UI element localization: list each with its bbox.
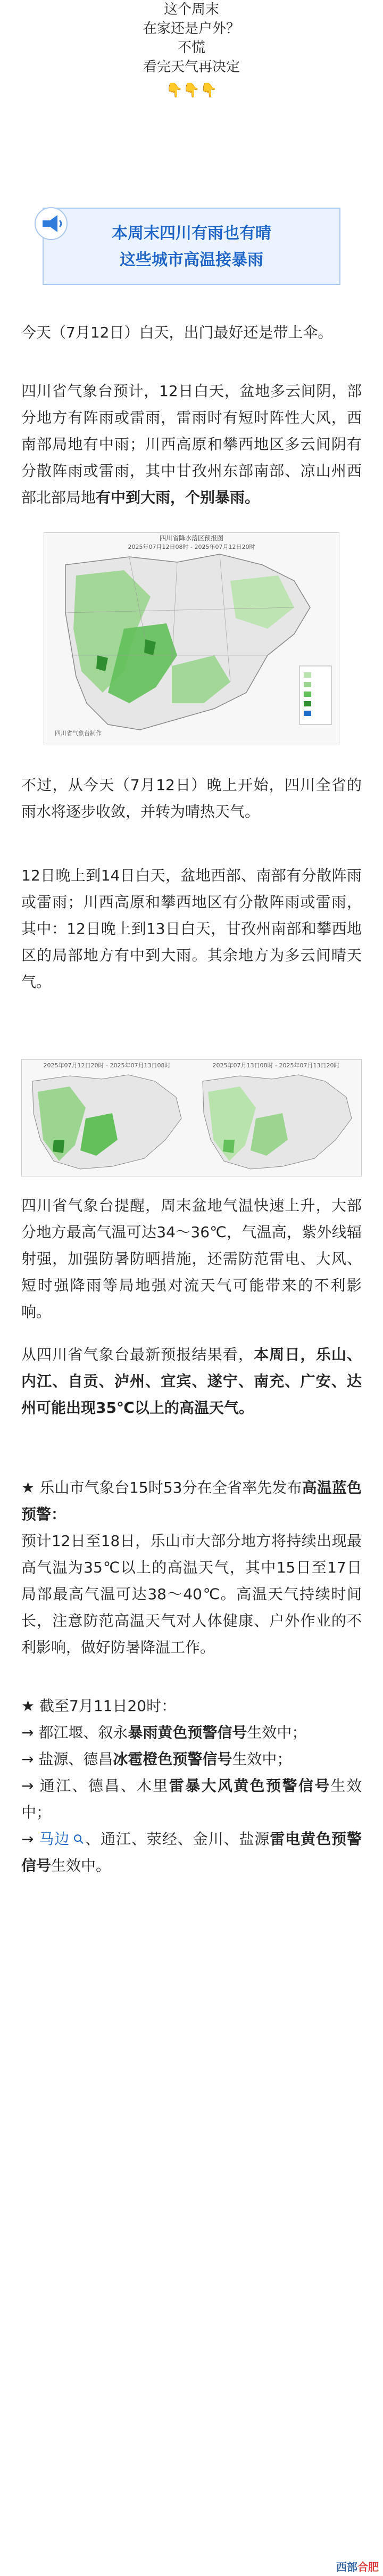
brand-part-1: 西部	[336, 2561, 357, 2573]
paragraph-2-text: 四川省气象台预计，12日白天，盆地多云间阴，部分地方有阵雨或雷雨，雷雨时有短时阵性大风，西南部局地有中雨；川西高原和攀西地区多云间阴有分散阵雨或雷雨，其中甘孜州东部南部、凉山州西部北部局地	[21, 382, 362, 506]
map1-source: 四川省气象台制作	[55, 730, 102, 737]
paragraph-7-star: ★ 乐山市气象台15时53分在全省率先发布	[21, 1479, 302, 1496]
intro-block	[0, 0, 383, 100]
precip-map-2	[21, 1059, 362, 1176]
paragraph-5: 四川省气象台提醒，周末盆地气温快速上升，大部分地方最高气温可达34～36℃，气温高，紫外线辐射强，加强防暑防晒措施，还需防范雷电、大风、短时强降雨等局地强对流天气可能带来的不利影响。	[21, 1197, 362, 1321]
warning-item-2	[21, 1746, 362, 1773]
warning-4-type: 雷电黄色预警信号	[21, 1830, 362, 1874]
warning-item-3	[21, 1773, 362, 1826]
intro-line-3: 不慌	[177, 40, 205, 56]
warning-3-type: 雷暴大风黄色预警信号	[169, 1777, 331, 1795]
sichuan-precip-map-svg	[44, 533, 339, 745]
paragraph-7-bold: 高温蓝色预警：	[21, 1479, 362, 1523]
paragraph-2-bold: 有中到大雨，个别暴雨。	[96, 489, 260, 506]
warning-4-status: 生效中。	[51, 1857, 111, 1874]
banner-line-2: 这些城市高温接暴雨	[120, 251, 263, 269]
mabian-link[interactable]: 马边	[39, 1830, 70, 1848]
warning-1-type: 暴雨黄色预警信号	[128, 1724, 247, 1741]
warning-1-places: → 都江堰、叙永	[21, 1724, 128, 1741]
paragraph-6-bold: 本周日，乐山、内江、自贡、泸州、宜宾、遂宁、南充、广安、达州可能出现35℃以上的高温天气。	[21, 1346, 362, 1417]
paragraph-3: 不过，从今天（7月12日）晚上开始，四川全省的雨水将逐步收敛，并转为晴热天气。	[21, 776, 362, 820]
map1-subtitle: 2025年07月12日08时 - 2025年07月12日20时	[128, 544, 255, 550]
warning-3-status: 生效中；	[21, 1777, 362, 1821]
map2-right-title: 2025年07月13日08时 - 2025年07月13日20时	[212, 1062, 340, 1069]
paragraph-7-text: 预计12日至18日，乐山市大部分地方将持续出现最高气温为35℃以上的高温天气，其中15日至17日局部最高气温可达38～40℃。高温天气持续时间长，注意防范高温天气对人体健康、户外作业的不利影响，做好防暑降温工作。	[21, 1532, 362, 1656]
warning-2-status: 生效中；	[232, 1750, 292, 1768]
warning-4-places: 、通江、荥经、金川、盐源	[85, 1830, 270, 1848]
brand-watermark	[336, 2558, 379, 2574]
paragraph-6	[21, 1342, 362, 1421]
warning-2-type: 冰雹橙色预警信号	[113, 1750, 232, 1768]
precip-map-1	[44, 532, 339, 745]
paragraph-2	[21, 378, 362, 511]
search-icon[interactable]	[73, 1833, 85, 1845]
intro-line-1: 这个周末	[163, 2, 219, 18]
warning-2-places: → 盐源、德昌	[21, 1750, 113, 1768]
megaphone-icon	[32, 204, 70, 243]
brand-part-2: 合肥	[357, 2561, 379, 2573]
warnings-head: ★ 截至7月11日20时：	[21, 1697, 177, 1715]
pointing-down-emoji: 👇👇👇	[165, 83, 218, 98]
intro-line-4: 看完天气再决定	[143, 59, 240, 75]
warning-4-arrow: →	[21, 1830, 34, 1848]
paragraph-4: 12日晚上到14日白天，盆地西部、南部有分散阵雨或雷雨；川西高原和攀西地区有分散阵雨或雷雨，其中：12日晚上到13日白天，甘孜州南部和攀西地区的局部地方有中到大雨。其余地方为多云间晴天气。	[21, 867, 362, 991]
paragraph-8	[21, 1693, 362, 1879]
map1-title: 四川省降水落区预报图	[159, 534, 224, 542]
warning-1-status: 生效中；	[247, 1724, 307, 1741]
warning-3-places: → 通江、德昌、木里	[21, 1777, 169, 1795]
paragraph-7	[21, 1475, 362, 1661]
sichuan-precip-map-pair-svg	[22, 1060, 361, 1176]
paragraph-1: 今天（7月12日）白天，出门最好还是带上伞。	[21, 324, 333, 341]
intro-line-2: 在家还是户外？	[143, 21, 240, 37]
warning-item-1	[21, 1719, 362, 1746]
warning-item-4	[21, 1826, 362, 1879]
paragraph-6-text: 从四川省气象台最新预报结果看，	[21, 1346, 254, 1363]
headline-banner	[43, 208, 340, 285]
map2-left-title: 2025年07月12日20时 - 2025年07月13日08时	[43, 1062, 171, 1069]
banner-line-1: 本周末四川有雨也有晴	[112, 224, 271, 243]
